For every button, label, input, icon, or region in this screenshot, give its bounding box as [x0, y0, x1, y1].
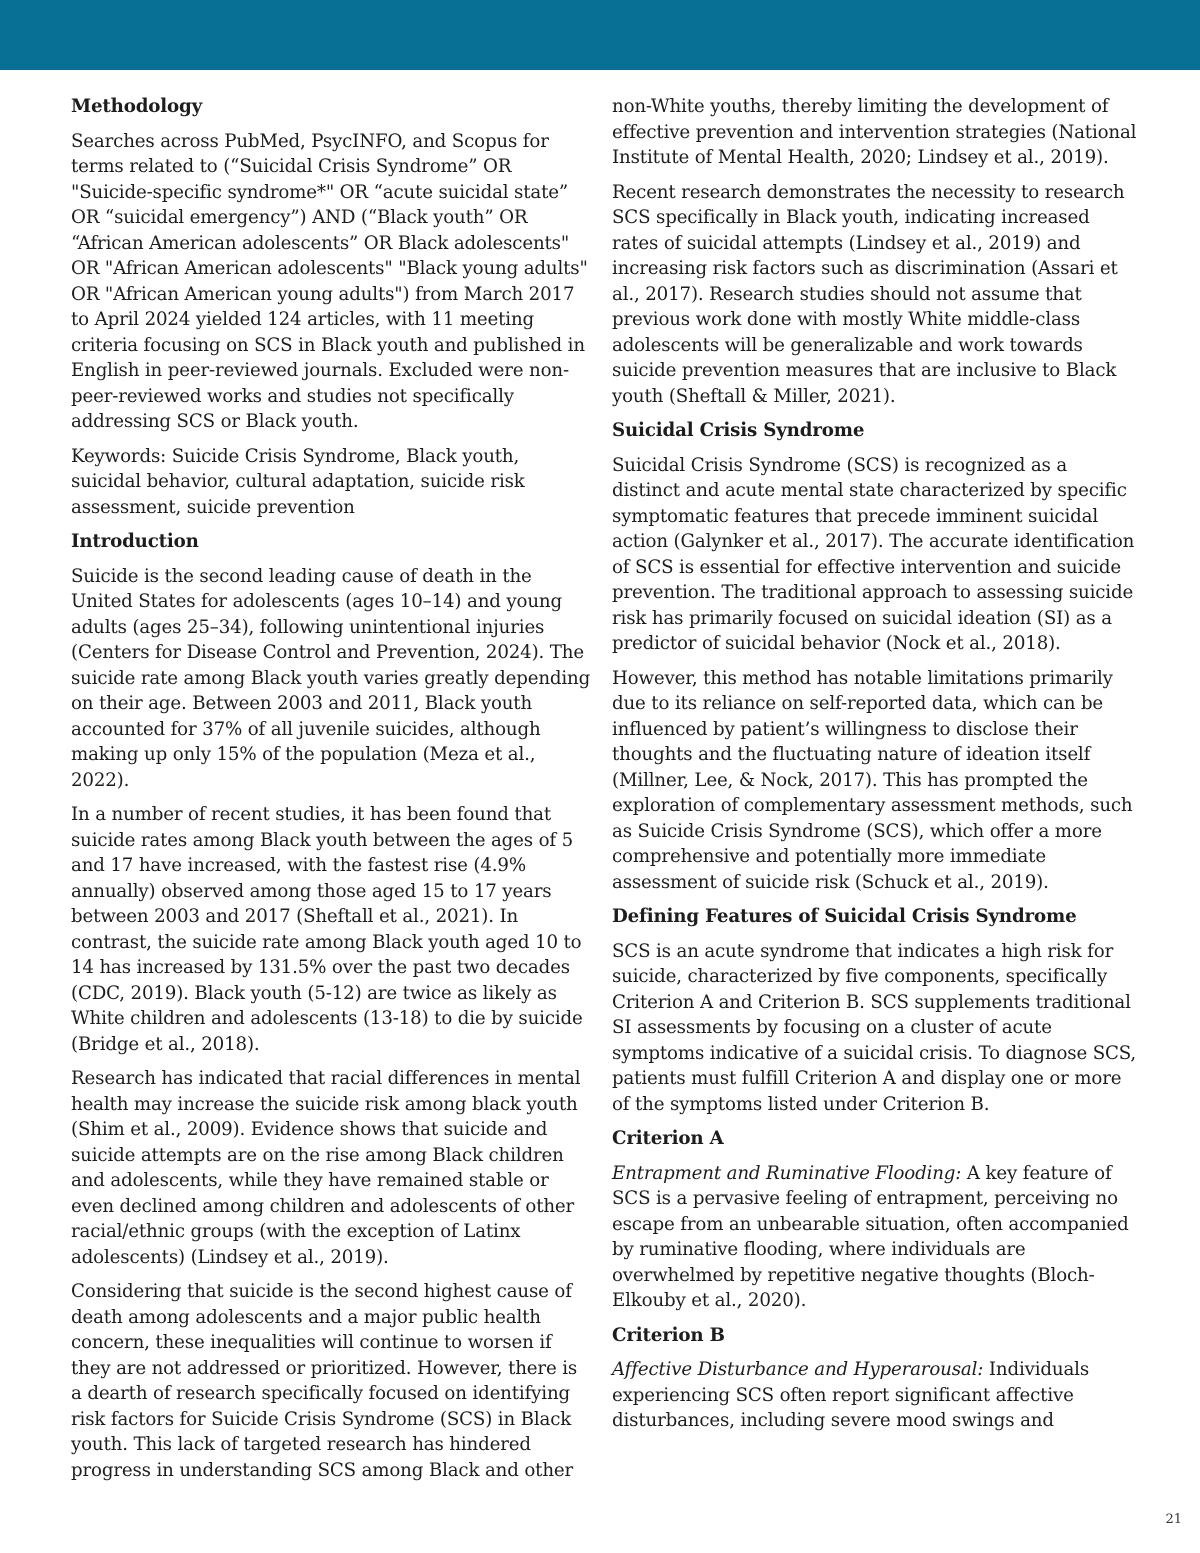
methodology-paragraph: Searches across PubMed, PsycINFO, and Scopus for terms related to (“Suicidal Crisis Syndrome” OR "Suicide-specific syndrome*" OR “acute suicidal state” OR “suicidal emergency”) AND (“Black youth” OR “African American adolescents” OR Black adolescents" OR "African American adolescents" "Black young adults" OR "African American young adults") from March 2017 to April 2024 yielded 124 articles, with 11 meeting criteria focusing on SCS in Black youth and published in English in peer-reviewed journals. Excluded were non-peer-reviewed works and studies not specifically addressing SCS or Black youth.: [71, 130, 588, 432]
criterion-b-text: Individuals experiencing SCS often report significant affective disturbances, including severe mood swings and: [612, 1359, 1090, 1431]
methodology-heading: Methodology: [71, 96, 202, 117]
criterion-a-paragraph: [612, 1161, 1140, 1314]
criterion-a-text: A key feature of SCS is a pervasive feeling of entrapment, perceiving no escape from an unbearable situation, often accompanied by ruminative flooding, where individuals are overwhelmed by repetitive negative thoughts (Bloch-Elkouby et al., 2020).: [612, 1162, 1129, 1311]
scs-heading: Suicidal Crisis Syndrome: [612, 420, 865, 441]
scs-paragraph-2: However, this method has notable limitations primarily due to its reliance on self-reported data, which can be influenced by patient’s willingness to disclose their thoughts and the fluctuating nature of ideation itself (Millner, Lee, & Nock, 2017). This has prompted the exploration of complementary assessment methods, such as Suicide Crisis Syndrome (SCS), which offer a more comprehensive and potentially more immediate assessment of suicide risk (Schuck et al., 2019).: [612, 667, 1133, 893]
page-number: 21: [1165, 1512, 1182, 1527]
criterion-a-lead: Entrapment and Ruminative Flooding:: [612, 1162, 962, 1184]
right-column: [612, 94, 1140, 1443]
recent-research-paragraph: Recent research demonstrates the necessity to research SCS specifically in Black youth, indicating increased rates of suicidal attempts (Lindsey et al., 2019) and increasing risk factors such as discrimination (Assari et al., 2017). Research studies should not assume that previous work done with mostly White middle-class adolescents will be generalizable and work towards suicide prevention measures that are inclusive to Black youth (Sheftall & Miller, 2021).: [612, 181, 1125, 407]
introduction-heading: Introduction: [71, 531, 199, 552]
scs-paragraph-1: Suicidal Crisis Syndrome (SCS) is recognized as a distinct and acute mental state characterized by specific symptomatic features that precede imminent suicidal action (Galynker et al., 2017). The accurate identification of SCS is essential for effective intervention and suicide prevention. The traditional approach to assessing suicide risk has primarily focused on suicidal ideation (SI) as a predictor of suicidal behavior (Nock et al., 2018).: [612, 454, 1135, 654]
intro-paragraph-1: Suicide is the second leading cause of death in the United States for adolescents (ages 10–14) and young adults (ages 25–34), following unintentional injuries (Centers for Disease Control and Prevention, 2024). The suicide rate among Black youth varies greatly depending on their age. Between 2003 and 2011, Black youth accounted for 37% of all juvenile suicides, although making up only 15% of the population (Meza et al., 2022).: [71, 565, 591, 791]
intro-paragraph-3: Research has indicated that racial differences in mental health may increase the suicide risk among black youth (Shim et al., 2009). Evidence shows that suicide and suicide attempts are on the rise among Black children and adolescents, while they have remained stable or even declined among children and adolescents of other racial/ethnic groups (with the exception of Latinx adolescents) (Lindsey et al., 2019).: [71, 1068, 581, 1268]
defining-features-paragraph: SCS is an acute syndrome that indicates a high risk for suicide, characterized by five components, specifically Criterion A and Criterion B. SCS supplements traditional SI assessments by focusing on a cluster of acute symptoms indicative of a suicidal crisis. To diagnose SCS, patients must fulfill Criterion A and display one or more of the symptoms listed under Criterion B.: [612, 940, 1137, 1115]
keywords-paragraph: Keywords: Suicide Crisis Syndrome, Black youth, suicidal behavior, cultural adaptation, suicide risk assessment, suicide prevention: [71, 445, 525, 518]
criterion-b-heading: Criterion B: [612, 1324, 725, 1346]
continuation-paragraph: non-White youths, thereby limiting the development of effective prevention and intervention strategies (National Institute of Mental Health, 2020; Lindsey et al., 2019).: [612, 96, 1137, 168]
criterion-b-lead: Affective Disturbance and Hyperarousal:: [612, 1359, 984, 1380]
defining-features-heading: Defining Features of Suicidal Crisis Syndrome: [612, 906, 1077, 927]
header-banner: [0, 0, 1200, 70]
left-column: [71, 94, 591, 1492]
criterion-a-heading: Criterion A: [612, 1128, 724, 1149]
intro-paragraph-2: In a number of recent studies, it has been found that suicide rates among Black youth between the ages of 5 and 17 have increased, with the fastest rise (4.9% annually) observed among those aged 15 to 17 years between 2003 and 2017 (Sheftall et al., 2021). In contrast, the suicide rate among Black youth aged 10 to 14 has increased by 131.5% over the past two decades (CDC, 2019). Black youth (5-12) are twice as likely as White children and adolescents (13-18) to die by suicide (Bridge et al., 2018).: [71, 804, 583, 1055]
intro-paragraph-4: Considering that suicide is the second highest cause of death among adolescents and a major public health concern, these inequalities will continue to worsen if they are not addressed or prioritized. However, there is a dearth of research specifically focused on identifying risk factors for Suicide Crisis Syndrome (SCS) in Black youth. This lack of targeted research has hindered progress in understanding SCS among Black and other: [71, 1281, 578, 1481]
criterion-b-paragraph: [612, 1357, 1140, 1434]
